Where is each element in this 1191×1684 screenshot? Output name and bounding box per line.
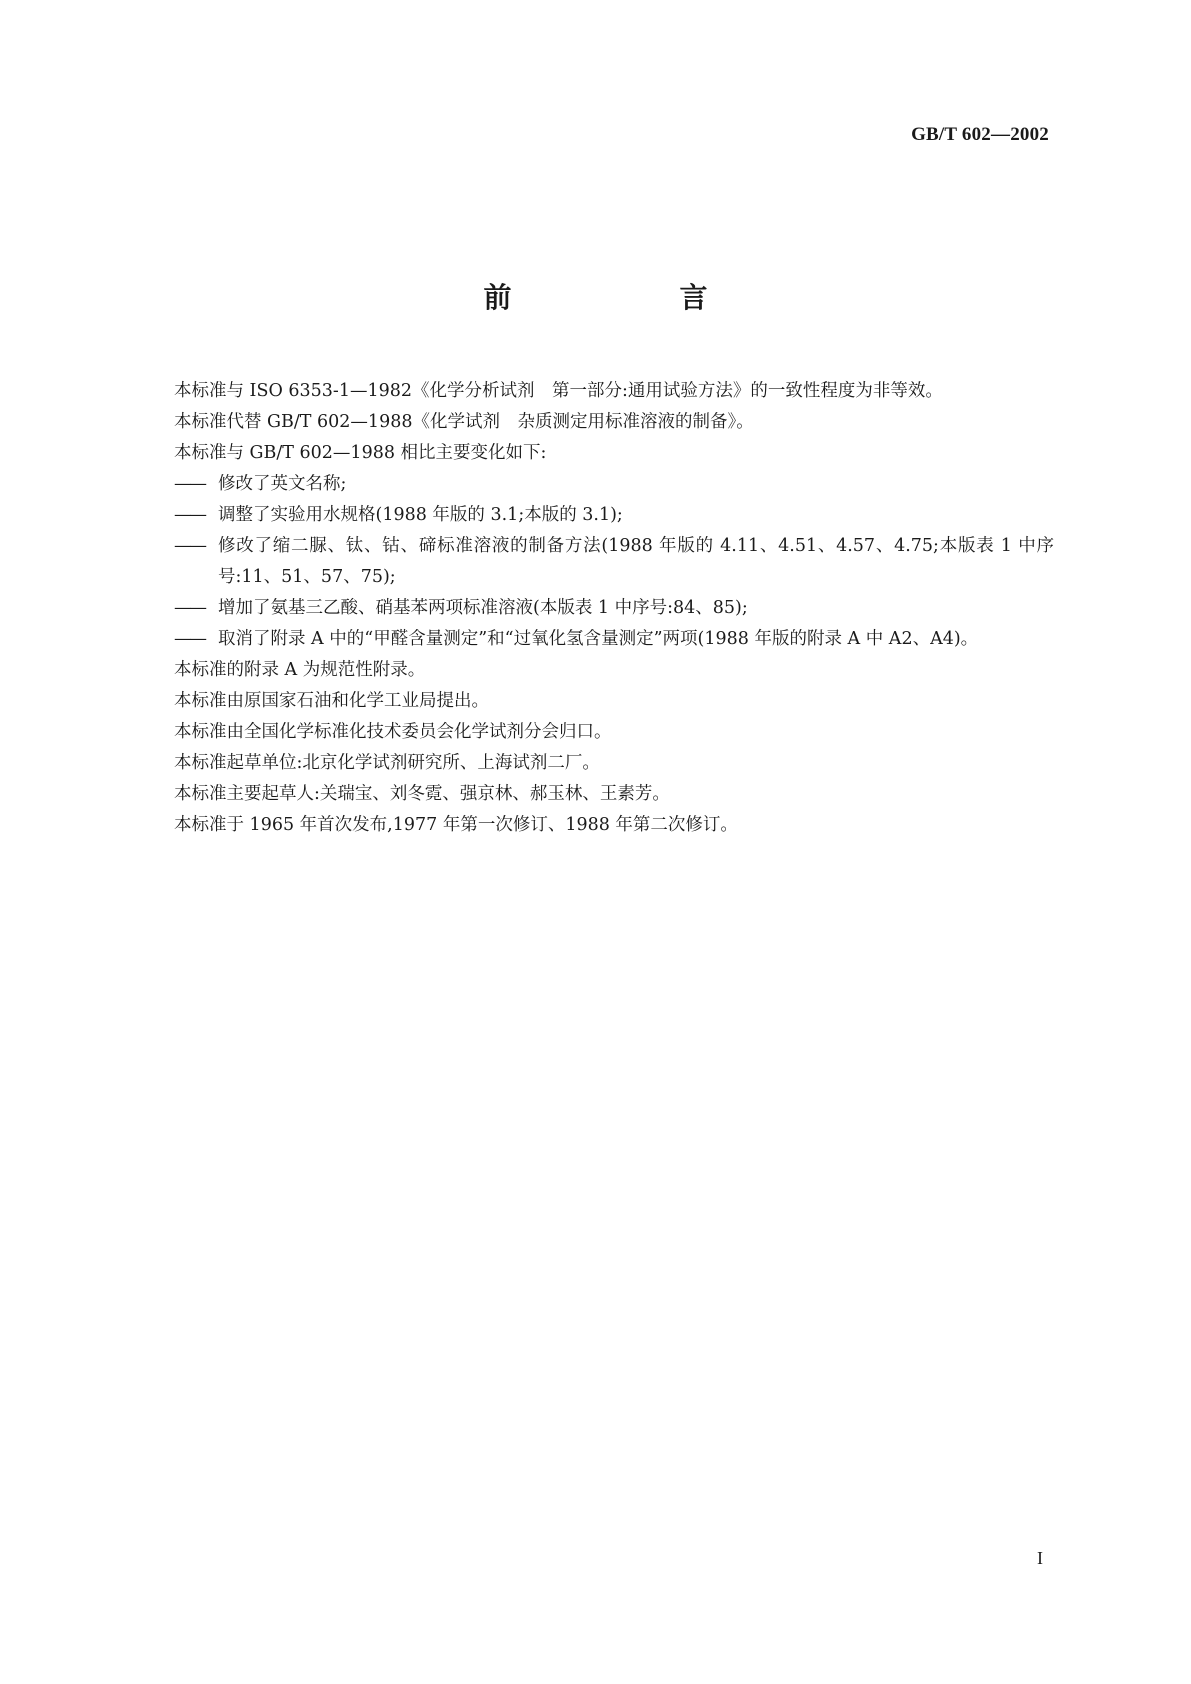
dash-marker: —— xyxy=(174,629,205,649)
paragraph-changes-intro: 本标准与 GB/T 602—1988 相比主要变化如下: xyxy=(174,443,547,463)
paragraph-drafters: 本标准主要起草人:关瑞宝、刘冬霓、强京林、郝玉林、王素芳。 xyxy=(174,784,670,804)
change-item xyxy=(174,500,1054,531)
change-item-text: 调整了实验用水规格(1988 年版的 3.1;本版的 3.1); xyxy=(218,505,623,525)
paragraph-proposer: 本标准由原国家石油和化学工业局提出。 xyxy=(174,691,489,711)
change-item xyxy=(174,531,1054,593)
page-number: I xyxy=(1037,1548,1043,1568)
change-item xyxy=(174,469,1054,500)
paragraph-appendix: 本标准的附录 A 为规范性附录。 xyxy=(174,660,426,680)
dash-marker: —— xyxy=(174,505,205,525)
change-item-text: 修改了英文名称; xyxy=(218,474,347,494)
paragraph-history: 本标准于 1965 年首次发布,1977 年第一次修订、1988 年第二次修订。 xyxy=(174,815,738,835)
dash-marker: —— xyxy=(174,598,205,618)
change-item xyxy=(174,624,1054,655)
dash-marker: —— xyxy=(174,536,205,556)
paragraph-replaces: 本标准代替 GB/T 602—1988《化学试剂 杂质测定用标准溶液的制备》。 xyxy=(174,412,754,432)
change-item xyxy=(174,593,1054,624)
paragraph-consistency: 本标准与 ISO 6353-1—1982《化学分析试剂 第一部分:通用试验方法》的一致性程度为非等效。 xyxy=(174,381,943,401)
paragraph-drafting-units: 本标准起草单位:北京化学试剂研究所、上海试剂二厂。 xyxy=(174,753,600,773)
change-item-text: 取消了附录 A 中的“甲醛含量测定”和“过氧化氢含量测定”两项(1988 年版的附录 A 中 A2、A4)。 xyxy=(218,629,979,649)
change-item-text: 修改了缩二脲、钛、钴、碲标准溶液的制备方法(1988 年版的 4.11、4.51、4.57、4.75;本版表 1 中序号:11、51、57、75); xyxy=(218,536,1054,587)
paragraph-responsible-committee: 本标准由全国化学标准化技术委员会化学试剂分会归口。 xyxy=(174,722,612,742)
standard-code: GB/T 602—2002 xyxy=(911,124,1049,145)
change-item-text: 增加了氨基三乙酸、硝基苯两项标准溶液(本版表 1 中序号:84、85); xyxy=(218,598,748,618)
page-title: 前 言 xyxy=(483,281,778,314)
foreword-body xyxy=(174,376,1054,841)
dash-marker: —— xyxy=(174,474,205,494)
